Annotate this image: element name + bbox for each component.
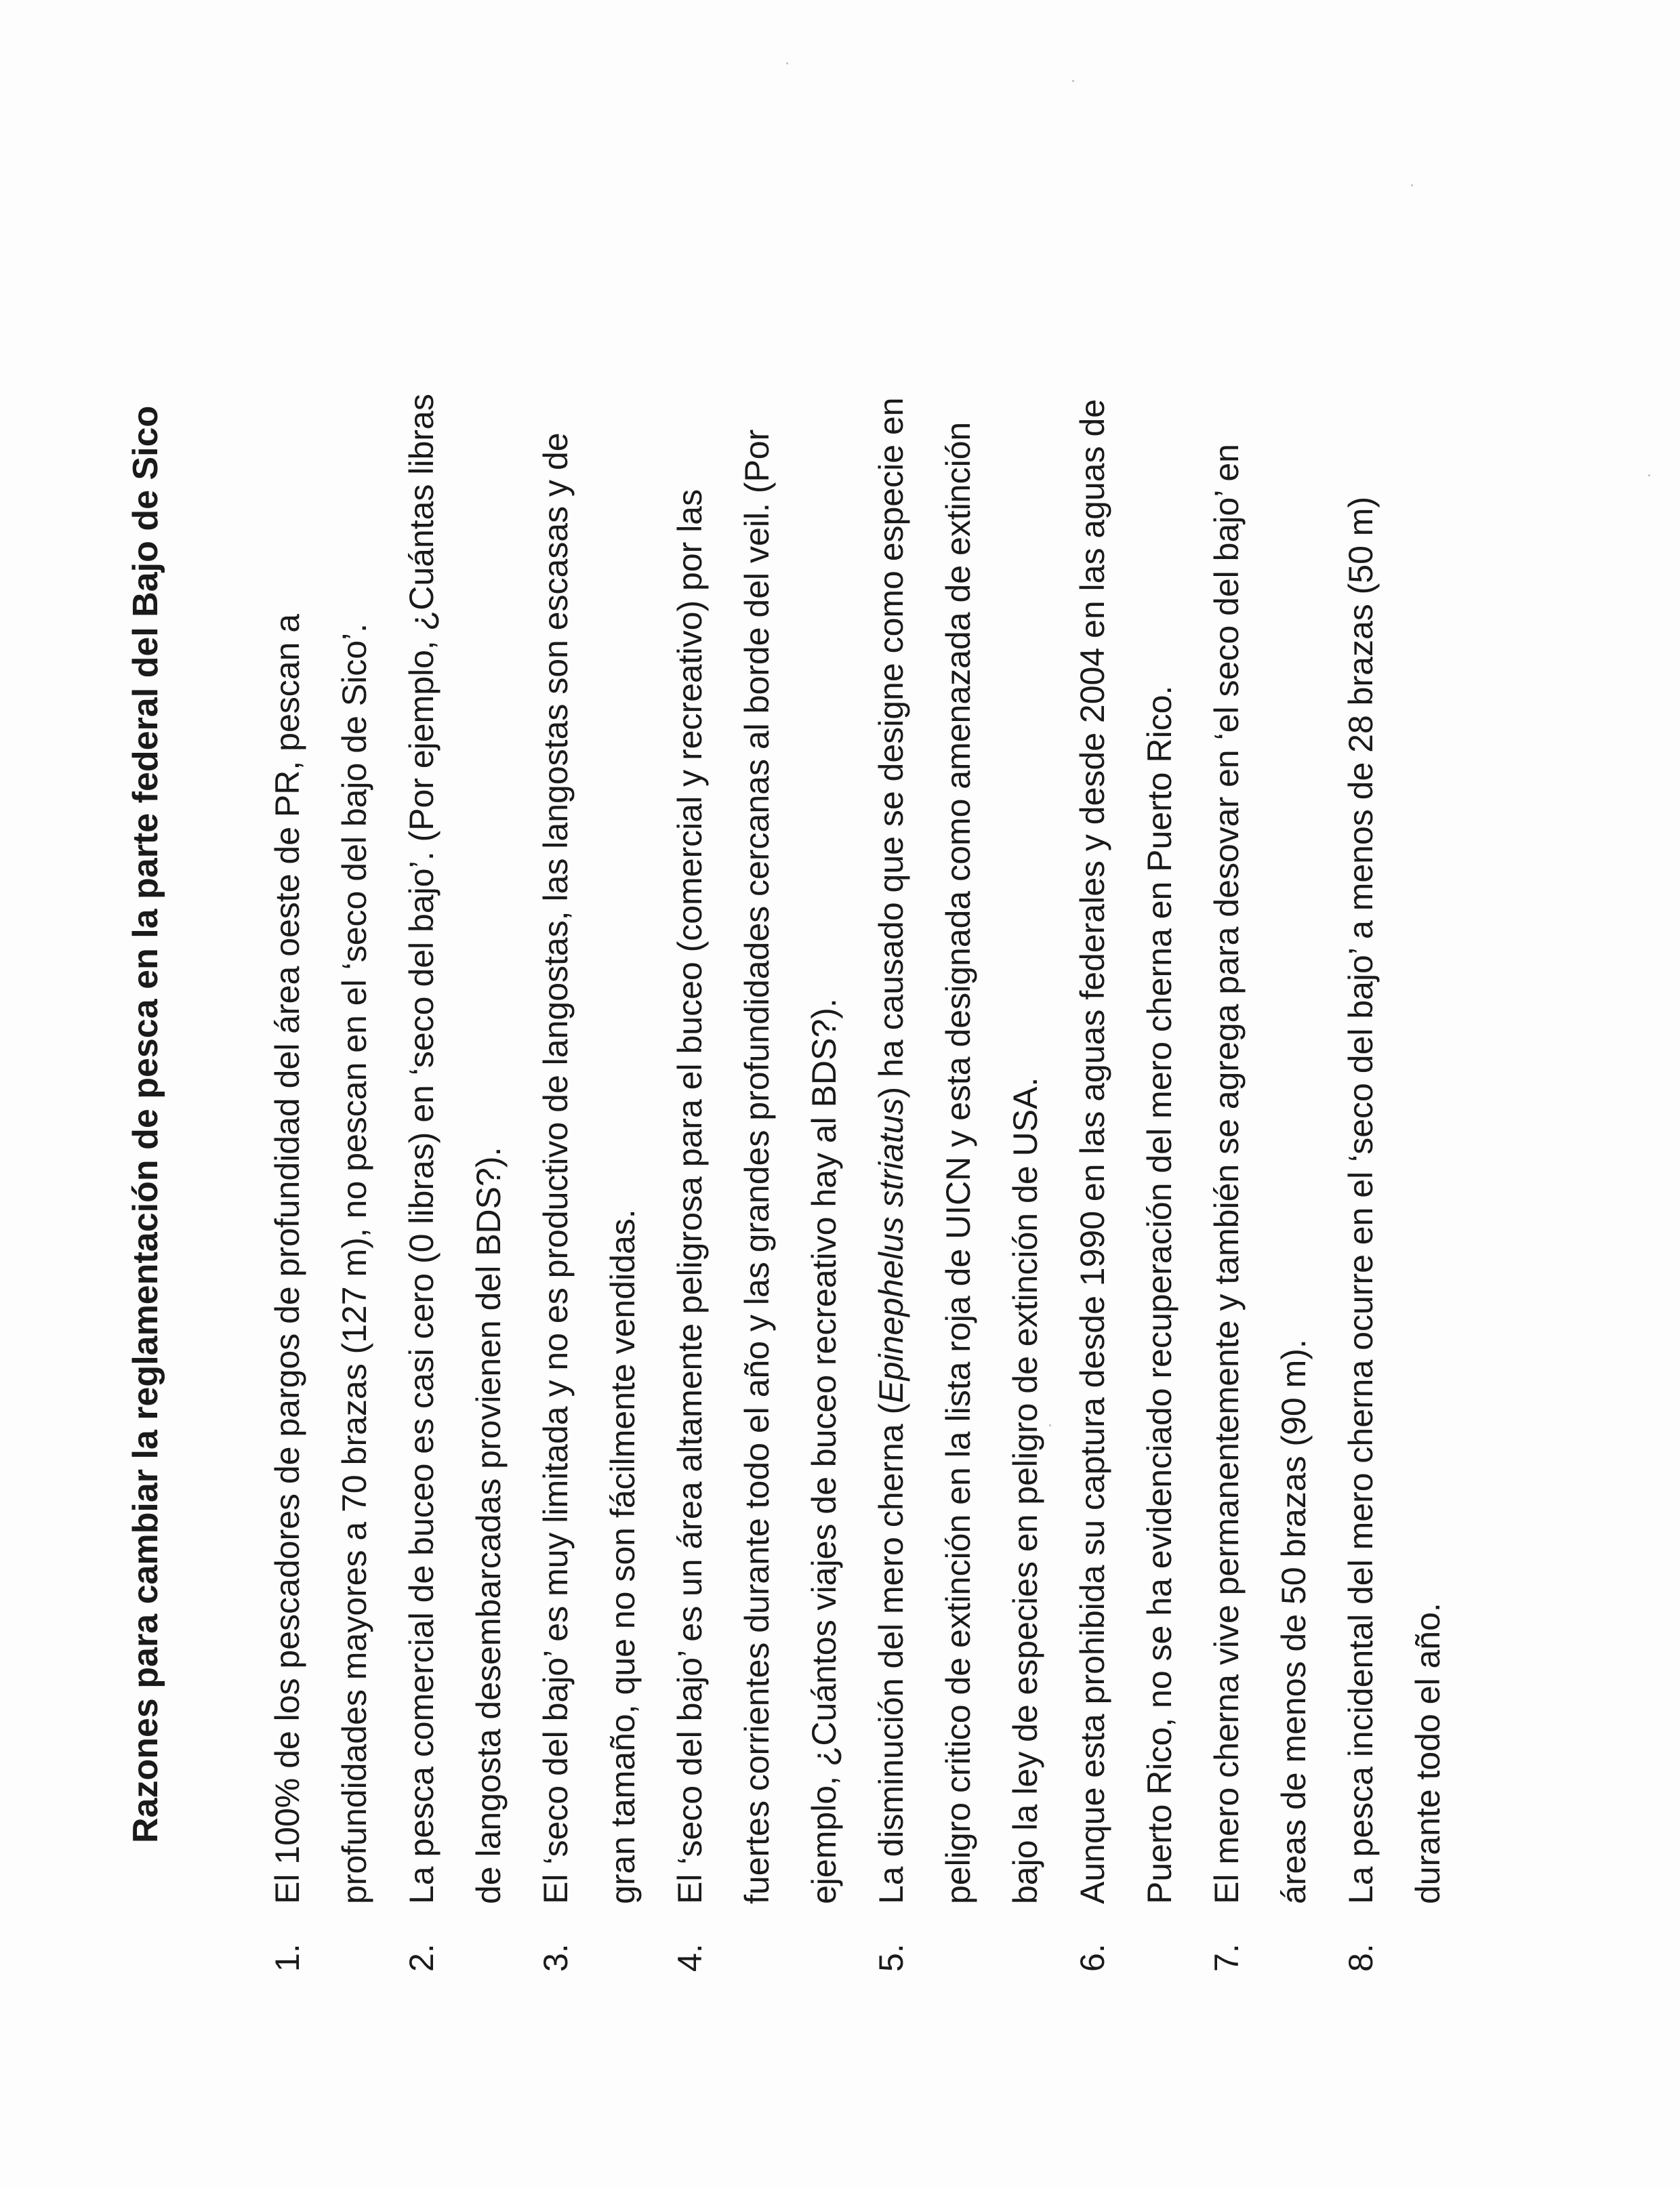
item-line: Puerto Rico, no se ha evidenciado recuperación del mero cherna en Puerto Rico. bbox=[1141, 685, 1179, 1904]
item-line: peligro critico de extinción en la lista roja de UICN y esta designada como amenazada de extinción bbox=[939, 421, 977, 1904]
list-item bbox=[1328, 142, 1462, 1972]
item-number: 8. bbox=[1342, 1943, 1380, 1972]
item-number: 3. bbox=[537, 1943, 575, 1972]
item-line: gran tamaño, que no son fácilmente vendidas. bbox=[604, 1209, 642, 1904]
list-item bbox=[254, 142, 388, 1972]
scan-speck bbox=[1072, 80, 1074, 82]
item-line: ejemplo, ¿Cuántos viajes de buceo recreativo hay al BDS?). bbox=[805, 998, 843, 1904]
reasons-list bbox=[254, 142, 1462, 1972]
list-item bbox=[1059, 142, 1193, 1972]
item-text: ) ha causado que se designe como especie en bbox=[872, 397, 910, 1098]
item-line: de langosta desembarcadas provienen del BDS?). bbox=[470, 1147, 508, 1904]
item-line: profundidades mayores a 70 brazas (127 m), no pescan en el ‘seco del bajo de Sico’. bbox=[335, 623, 373, 1904]
item-line: áreas de menos de 50 brazas (90 m). bbox=[1275, 1339, 1313, 1904]
item-line: bajo la ley de especies en peligro de extinción de USA. bbox=[1006, 1077, 1044, 1904]
item-line: El mero cherna vive permanentemente y también se agrega para desovar en ‘el seco del bajo’ en bbox=[1208, 444, 1246, 1904]
item-line bbox=[858, 142, 925, 1904]
list-item bbox=[523, 142, 657, 1972]
list-item bbox=[388, 142, 523, 1972]
item-line: La pesca incidental del mero cherna ocurre en el ‘seco del bajo’ a menos de 28 brazas (50 m) bbox=[1342, 496, 1380, 1904]
item-number: 5. bbox=[872, 1943, 910, 1972]
item-number: 1. bbox=[268, 1943, 306, 1972]
species-name: Epinephelus striatus bbox=[872, 1098, 910, 1403]
list-item bbox=[657, 142, 858, 1972]
item-line: La pesca comercial de buceo es casi cero (0 libras) en ‘seco del bajo’. (Por ejemplo, ¿Cuántas libras bbox=[403, 394, 441, 1904]
item-number: 2. bbox=[403, 1943, 441, 1972]
item-line: El ‘seco del bajo’ es un área altamente peligrosa para el buceo (comercial y recreativo) por las bbox=[671, 489, 709, 1904]
list-item bbox=[1193, 142, 1328, 1972]
document-title: Razones para cambiar la reglamentación de pesca en la parte federal del Bajo de Sico bbox=[126, 405, 165, 1843]
item-number: 6. bbox=[1073, 1943, 1111, 1972]
item-line: El ‘seco del bajo’ es muy limitada y no es productivo de langostas, las langostas son escasas y de bbox=[537, 432, 575, 1904]
scan-speck bbox=[786, 62, 788, 64]
scan-speck bbox=[1648, 474, 1650, 476]
item-line: Aunque esta prohibida su captura desde 1990 en las aguas federales y desde 2004 en las aguas de bbox=[1073, 398, 1111, 1904]
rotated-content bbox=[122, 102, 1464, 1999]
item-text: La disminución del mero cherna ( bbox=[872, 1403, 910, 1904]
item-line: El 100% de los pescadores de pargos de profundidad del área oeste de PR, pescan a bbox=[268, 613, 306, 1904]
item-number: 4. bbox=[671, 1943, 709, 1972]
list-item bbox=[858, 142, 1059, 1972]
item-line: fuertes corrientes durante todo el año y las grandes profundidades cercanas al borde del veil. (Por bbox=[738, 429, 776, 1904]
item-line: durante todo el año. bbox=[1409, 1603, 1447, 1904]
item-number: 7. bbox=[1208, 1943, 1246, 1972]
